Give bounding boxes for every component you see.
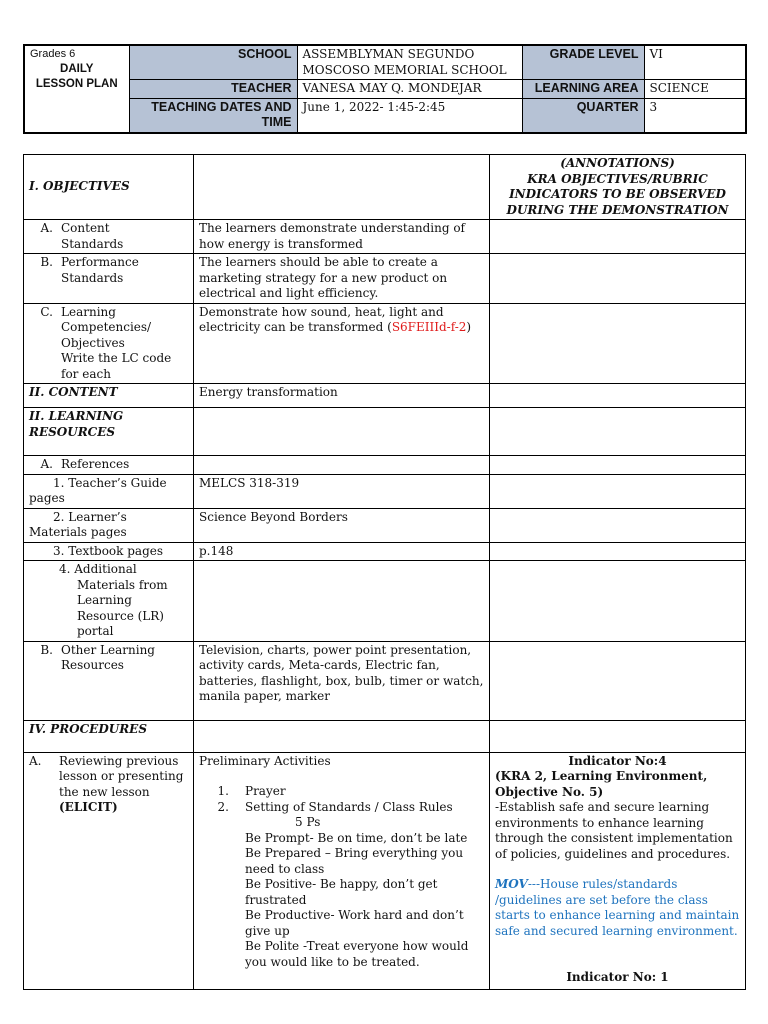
references-value xyxy=(194,456,490,475)
dates-value: June 1, 2022- 1:45-2:45 xyxy=(297,98,522,133)
dates-label-1: TEACHING DATES AND xyxy=(151,99,292,114)
rule-prepared-1: Be Prepared – Bring everything you xyxy=(245,846,464,860)
competencies-row xyxy=(24,303,746,384)
references-label xyxy=(24,456,194,475)
quarter-value: 3 xyxy=(644,98,746,133)
indicator-annotation xyxy=(490,752,746,989)
grade-level-value: VI xyxy=(644,45,746,80)
prayer-item xyxy=(199,784,484,800)
kra-line-2: Objective No. 5) xyxy=(495,784,604,799)
content-standards-value xyxy=(194,220,490,254)
objectives-row xyxy=(24,155,746,220)
content-standards-text-2: how energy is transformed xyxy=(199,236,363,251)
mov-line-3: starts to enhance learning and maintain xyxy=(495,908,740,922)
references-row xyxy=(24,456,746,475)
establish-line-2: environments to enhance learning xyxy=(495,815,704,830)
rule-positive-1: Be Positive- Be happy, don’t get xyxy=(245,877,438,891)
other-resources-text-4: manila paper, marker xyxy=(199,689,330,703)
learning-resources-empty xyxy=(194,408,490,456)
references-text: References xyxy=(61,457,130,471)
establish-line-4: of policies, guidelines and procedures. xyxy=(495,846,731,861)
content-standards-text-1: The learners demonstrate understanding of xyxy=(199,221,465,235)
grades-label: Grades 6 xyxy=(30,48,76,60)
mov-line-2: /guidelines are set before the class xyxy=(495,892,708,907)
rule-polite-2: you would like to be treated. xyxy=(245,954,420,969)
additional-materials-line-4: Resource (LR) xyxy=(77,608,164,623)
textbook-text: 3. Textbook pages xyxy=(53,543,164,558)
content-standards-annotation xyxy=(490,220,746,254)
teachers-guide-line-1: 1. Teacher’s Guide xyxy=(53,475,167,490)
five-ps-title: 5 Ps xyxy=(295,815,321,829)
dates-label-2: TIME xyxy=(261,115,292,129)
objectives-heading: I. OBJECTIVES xyxy=(24,155,194,220)
quarter-label: QUARTER xyxy=(522,98,644,133)
textbook-label xyxy=(24,542,194,561)
performance-standards-value xyxy=(194,254,490,304)
learning-area-value: SCIENCE xyxy=(644,80,746,99)
competencies-line-3: Objectives xyxy=(61,335,125,350)
other-resources-text-1: Television, charts, power point presentation, xyxy=(199,642,472,657)
content-row xyxy=(24,384,746,408)
lc-code: S6FEIIId-f-2 xyxy=(391,320,467,334)
other-resources-line-1: Other Learning xyxy=(61,642,155,657)
other-resources-line-2: Resources xyxy=(61,658,124,672)
performance-standards-text-3: electrical and light efficiency. xyxy=(199,286,379,300)
procedures-heading: IV. PROCEDURES xyxy=(24,720,194,752)
procedures-empty xyxy=(194,720,490,752)
reviewing-label xyxy=(24,752,194,989)
learning-resources-row xyxy=(24,408,746,456)
references-annotation xyxy=(490,456,746,475)
mov-line-4: safe and secured learning environment. xyxy=(495,923,738,938)
competencies-line-1: Learning xyxy=(61,304,116,319)
content-heading: II. CONTENT xyxy=(24,384,194,408)
indicator-1-title: Indicator No: 1 xyxy=(566,970,669,984)
item-1-number: 1. xyxy=(217,784,229,798)
learning-resources-heading-1: II. LEARNING xyxy=(29,409,124,423)
procedures-row xyxy=(24,720,746,752)
reviewing-line-2: lesson or presenting xyxy=(59,769,184,783)
other-resources-text-2: activity cards, Meta-cards, Electric fan, xyxy=(199,658,440,672)
establish-line-1: -Establish safe and secure learning xyxy=(495,800,710,814)
learners-materials-line-1: 2. Learner’s xyxy=(53,509,127,524)
performance-standards-row xyxy=(24,254,746,304)
rule-polite-1: Be Polite -Treat everyone how would xyxy=(245,939,469,953)
competencies-line-4: Write the LC code xyxy=(61,351,172,365)
school-label: SCHOOL xyxy=(129,45,297,80)
rule-prepared-2: need to class xyxy=(245,861,325,876)
performance-standards-label xyxy=(24,254,194,304)
annotations-line-4: DURING THE DEMONSTRATION xyxy=(506,202,729,217)
teachers-guide-row xyxy=(24,474,746,508)
learning-resources-heading xyxy=(24,408,194,456)
content-standards-line-1: Content xyxy=(61,221,110,235)
competencies-annotation xyxy=(490,303,746,384)
daily-label: DAILY xyxy=(60,63,94,75)
letter-a-proc: A. xyxy=(29,753,42,768)
performance-standards-text-1: The learners should be able to create a xyxy=(199,255,438,269)
competencies-text-2: electricity can be transformed ( xyxy=(199,320,392,334)
additional-materials-value xyxy=(194,561,490,642)
rule-prompt: Be Prompt- Be on time, don’t be late xyxy=(245,830,468,845)
additional-materials-label xyxy=(24,561,194,642)
annotations-line-3: INDICATORS TO BE OBSERVED xyxy=(509,187,726,201)
item-1-text: Prayer xyxy=(245,784,286,798)
performance-standards-text-2: marketing strategy for a new product on xyxy=(199,270,448,285)
other-resources-annotation xyxy=(490,641,746,720)
establish-line-3: through the consistent implementation xyxy=(495,831,733,845)
grade-level-label: GRADE LEVEL xyxy=(522,45,644,80)
rule-productive-2: give up xyxy=(245,923,290,938)
competencies-value xyxy=(194,303,490,384)
competencies-text-2-line xyxy=(199,320,484,336)
lesson-plan-table xyxy=(23,154,746,990)
content-standards-label xyxy=(24,220,194,254)
additional-materials-line-5: portal xyxy=(77,624,114,638)
learning-resources-annotation xyxy=(490,408,746,456)
content-annotation xyxy=(490,384,746,408)
item-2-text: Setting of Standards / Class Rules xyxy=(245,799,453,814)
content-standards-row xyxy=(24,220,746,254)
content-standards-line-2: Standards xyxy=(61,236,124,251)
school-line-1: ASSEMBLYMAN SEGUNDO xyxy=(302,47,475,61)
standards-item xyxy=(199,800,484,816)
dates-label xyxy=(129,98,297,133)
annotations-heading xyxy=(490,155,746,220)
learners-materials-annotation xyxy=(490,508,746,542)
reviewing-elicit: (ELICIT) xyxy=(59,800,118,814)
other-resources-row xyxy=(24,641,746,720)
learners-materials-line-2: Materials pages xyxy=(29,525,127,539)
performance-standards-line-1: Performance xyxy=(61,255,139,269)
kra-line-1: (KRA 2, Learning Environment, xyxy=(495,769,708,783)
competencies-line-5: for each xyxy=(61,366,111,381)
teachers-guide-label xyxy=(24,474,194,508)
additional-materials-row xyxy=(24,561,746,642)
performance-standards-line-2: Standards xyxy=(61,270,124,285)
competencies-line-2: Competencies/ xyxy=(61,320,152,334)
additional-materials-line-1: 4. Additional xyxy=(59,562,137,576)
reviewing-row xyxy=(24,752,746,989)
reviewing-line-1: Reviewing previous xyxy=(59,753,179,768)
header-table xyxy=(23,44,747,134)
indicator-4-title: Indicator No:4 xyxy=(568,753,667,768)
lesson-plan-label: LESSON PLAN xyxy=(35,78,118,90)
objectives-empty xyxy=(194,155,490,220)
teachers-guide-line-2: pages xyxy=(29,491,65,505)
mov-block xyxy=(495,877,740,939)
additional-materials-line-2: Materials from xyxy=(77,577,168,592)
competencies-label xyxy=(24,303,194,384)
textbook-row xyxy=(24,542,746,561)
teachers-guide-value: MELCS 318-319 xyxy=(194,474,490,508)
competencies-text-close: ) xyxy=(466,320,472,334)
letter-a-refs: A. xyxy=(40,457,53,471)
item-2-number: 2. xyxy=(217,799,229,814)
other-resources-value xyxy=(194,641,490,720)
school-value xyxy=(297,45,522,80)
other-resources-text-3: batteries, flashlight, box, bulb, timer or watch, xyxy=(199,673,484,688)
reviewing-line-3: the new lesson xyxy=(59,784,150,799)
performance-standards-annotation xyxy=(490,254,746,304)
other-resources-label xyxy=(24,641,194,720)
learning-resources-heading-2: RESOURCES xyxy=(29,424,116,439)
textbook-value: p.148 xyxy=(194,542,490,561)
learning-area-label: LEARNING AREA xyxy=(522,80,644,99)
mov-label: MOV xyxy=(495,877,528,891)
content-value: Energy transformation xyxy=(194,384,490,408)
procedures-annotation xyxy=(490,720,746,752)
letter-b-other: B. xyxy=(40,642,53,657)
additional-materials-line-3: Learning xyxy=(77,593,132,607)
teachers-guide-annotation xyxy=(490,474,746,508)
learners-materials-label xyxy=(24,508,194,542)
mov-line-1: ---House rules/standards xyxy=(527,877,678,891)
teacher-value: VANESA MAY Q. MONDEJAR xyxy=(297,80,522,99)
letter-c: C. xyxy=(40,304,53,319)
annotations-line-1: (ANNOTATIONS) xyxy=(560,156,675,170)
rule-positive-2: frustrated xyxy=(245,892,307,907)
preliminary-title: Preliminary Activities xyxy=(199,753,331,768)
lesson-plan-title xyxy=(24,45,129,133)
learners-materials-value: Science Beyond Borders xyxy=(194,508,490,542)
annotations-line-2: KRA OBJECTIVES/RUBRIC xyxy=(527,171,708,186)
letter-a: A. xyxy=(40,221,53,235)
learners-materials-row xyxy=(24,508,746,542)
additional-materials-annotation xyxy=(490,561,746,642)
textbook-annotation xyxy=(490,542,746,561)
rule-productive-1: Be Productive- Work hard and don’t xyxy=(245,908,464,922)
preliminary-activities xyxy=(194,752,490,989)
competencies-text-1: Demonstrate how sound, heat, light and xyxy=(199,304,444,319)
letter-b: B. xyxy=(40,255,53,269)
teacher-label: TEACHER xyxy=(129,80,297,99)
school-line-2: MOSCOSO MEMORIAL SCHOOL xyxy=(302,62,507,77)
